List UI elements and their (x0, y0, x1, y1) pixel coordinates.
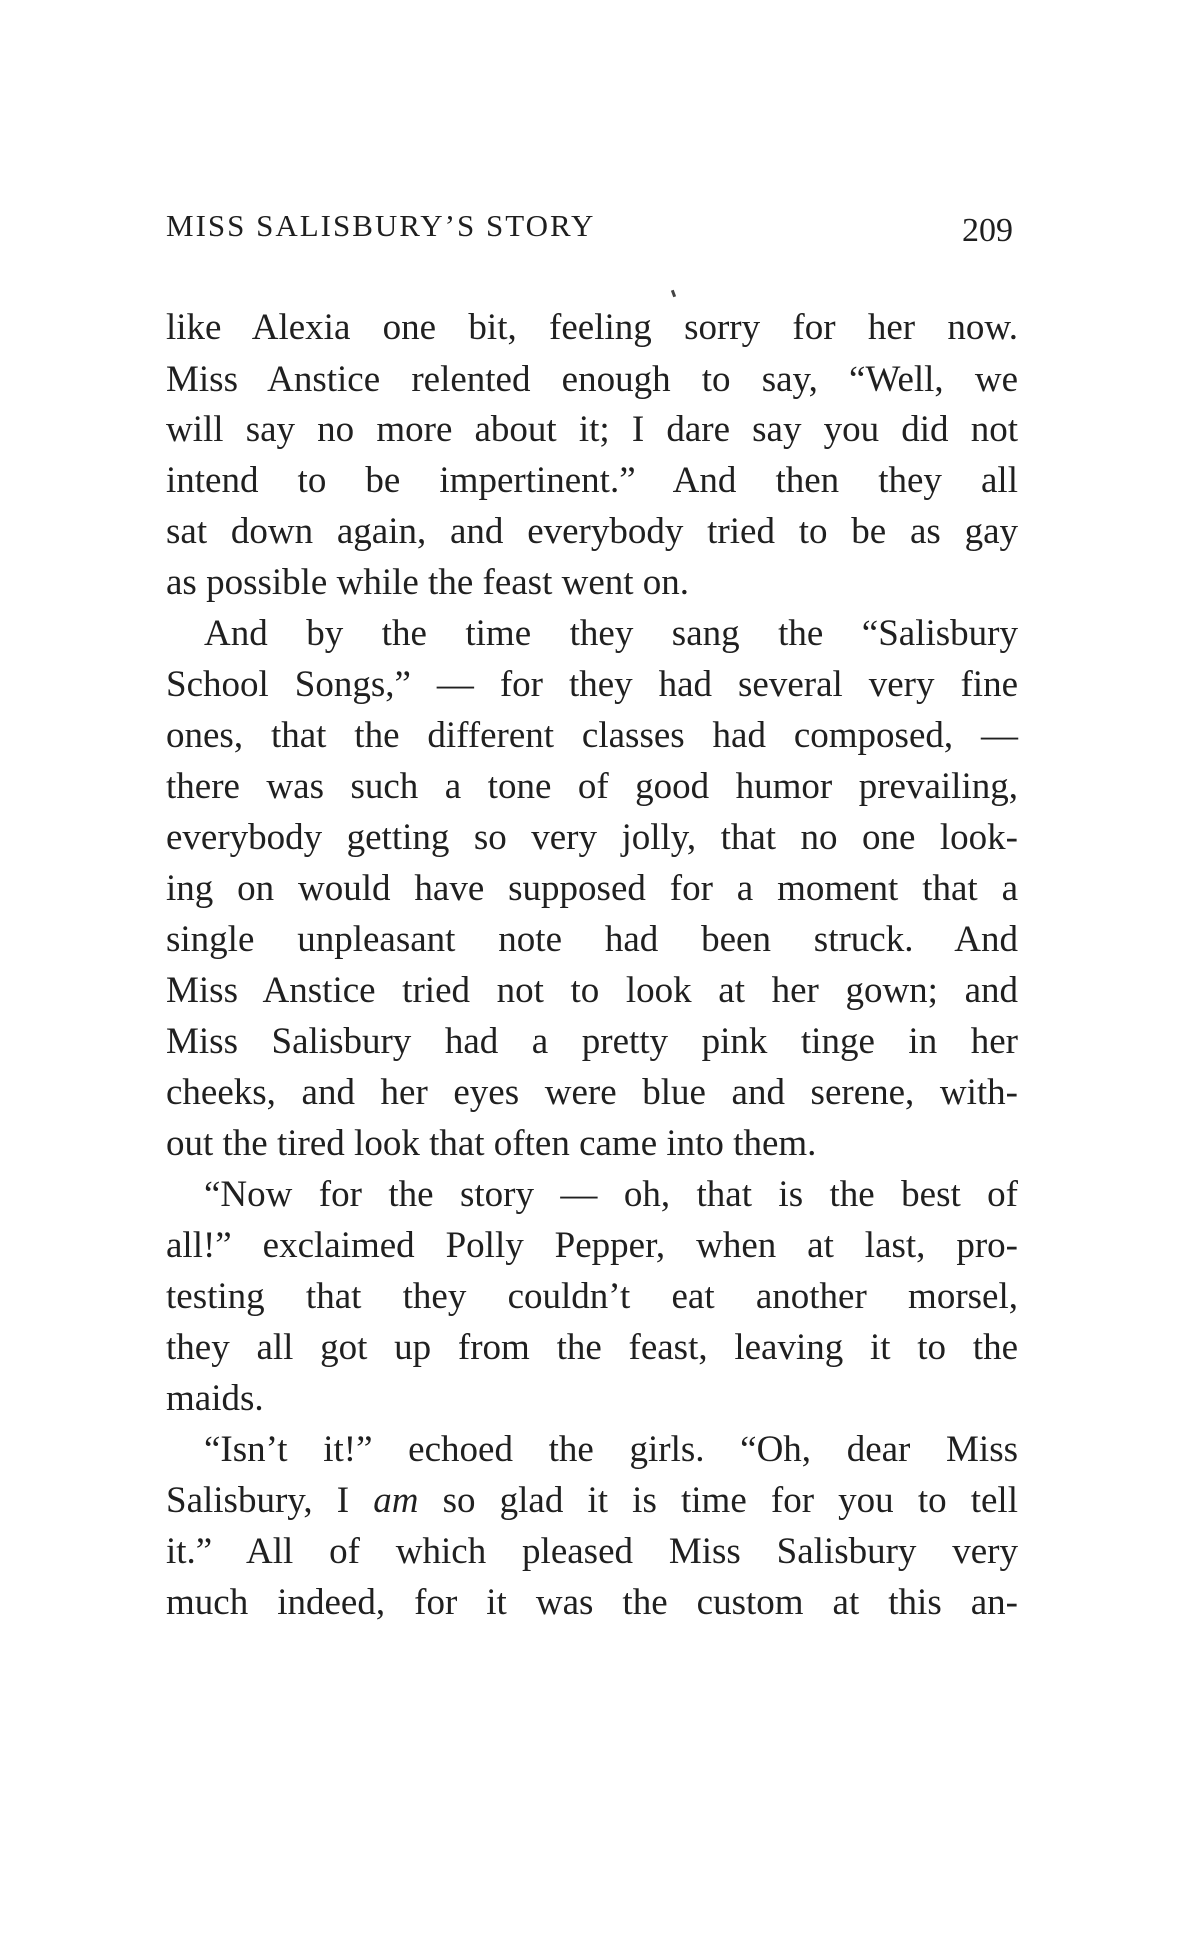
text-line: “Now for the story — oh, that is the best of (204, 1174, 1018, 1215)
text-line: intend to be impertinent.” And then they all (166, 460, 1018, 501)
text-line: out the tired look that often came into them. (166, 1123, 817, 1164)
text-line: ones, that the different classes had composed, — (166, 715, 1018, 756)
text-line: maids. (166, 1378, 264, 1419)
text-segment: so glad it is time for you to tell (442, 1480, 1018, 1521)
text-line: Miss Salisbury had a pretty pink tinge in her (166, 1021, 1018, 1062)
text-line: sat down again, and everybody tried to be as gay (166, 511, 1018, 552)
text-line: testing that they couldn’t eat another morsel, (166, 1276, 1018, 1317)
text-line: as possible while the feast went on. (166, 562, 690, 603)
text-line: much indeed, for it was the custom at this an- (166, 1582, 1018, 1623)
emphasized-word: am (373, 1480, 419, 1521)
text-line: And by the time they sang the “Salisbury (204, 613, 1018, 654)
text-line: all!” exclaimed Polly Pepper, when at last, pro- (166, 1225, 1018, 1266)
text-line: School Songs,” — for they had several very fine (166, 664, 1018, 705)
text-line (166, 1479, 1018, 1523)
text-line: everybody getting so very jolly, that no one look- (166, 817, 1018, 858)
text-line: Miss Anstice tried not to look at her gown; and (166, 970, 1018, 1011)
text-line: single unpleasant note had been struck. And (166, 919, 1018, 960)
print-speck (671, 290, 676, 298)
text-line: will say no more about it; I dare say you did not (166, 409, 1018, 450)
text-line: there was such a tone of good humor prevailing, (166, 766, 1018, 807)
text-segment: Salisbury, I (166, 1480, 350, 1521)
text-line: Miss Anstice relented enough to say, “Well, we (166, 359, 1018, 400)
text-line: cheeks, and her eyes were blue and serene, with- (166, 1072, 1018, 1113)
text-line: it.” All of which pleased Miss Salisbury very (166, 1531, 1018, 1572)
text-line: “Isn’t it!” echoed the girls. “Oh, dear Miss (204, 1429, 1018, 1470)
text-line: like Alexia one bit, feeling sorry for her now. (166, 307, 1018, 348)
running-title: MISS SALISBURY’S STORY (166, 208, 596, 243)
text-line: they all got up from the feast, leaving it to the (166, 1327, 1018, 1368)
page-number: 209 (962, 212, 1013, 249)
text-line: ing on would have supposed for a moment that a (166, 868, 1018, 909)
